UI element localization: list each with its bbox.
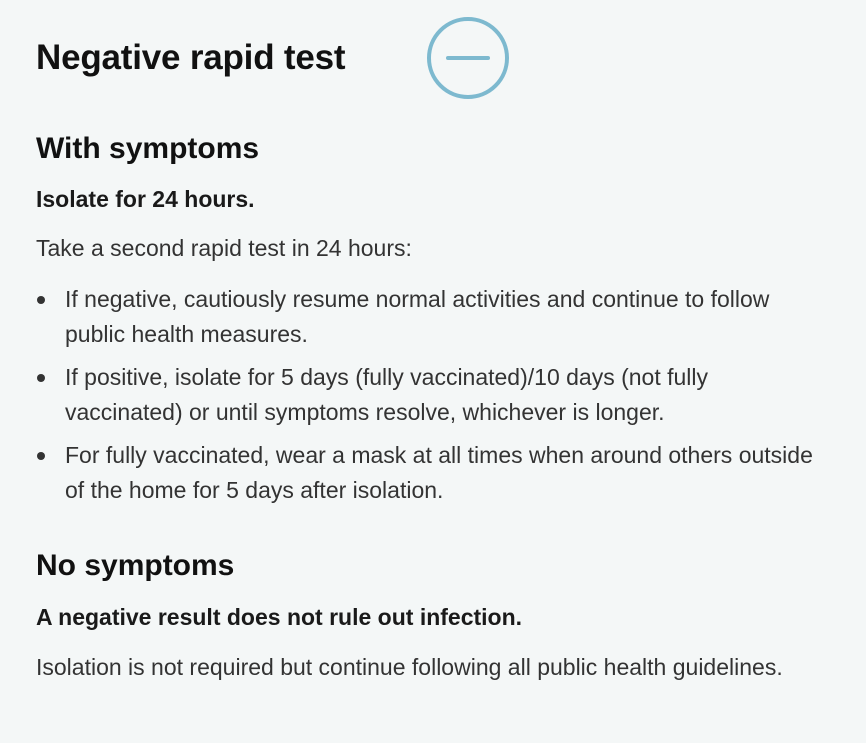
page-title: Negative rapid test bbox=[36, 38, 346, 77]
bullet-icon bbox=[37, 296, 45, 304]
minus-circle-icon bbox=[426, 16, 510, 100]
no-symptoms-heading: No symptoms bbox=[36, 549, 235, 582]
with-symptoms-heading: With symptoms bbox=[36, 132, 260, 165]
list-item bbox=[36, 282, 826, 352]
bullet-icon bbox=[37, 452, 45, 460]
list-item bbox=[36, 360, 826, 430]
list-item-text: If negative, cautiously resume normal activities and continue to follow public health measures. bbox=[65, 286, 770, 347]
title-row bbox=[36, 16, 345, 100]
no-symptoms-warning: A negative result does not rule out infection. bbox=[36, 604, 523, 630]
with-symptoms-instruction: Isolate for 24 hours. bbox=[36, 186, 255, 212]
with-symptoms-intro: Take a second rapid test in 24 hours: bbox=[36, 235, 412, 261]
list-item bbox=[36, 438, 826, 508]
list-item-text: For fully vaccinated, wear a mask at all times when around others outside of the home for 5 days after isolation. bbox=[65, 442, 813, 503]
list-item-text: If positive, isolate for 5 days (fully vaccinated)/10 days (not fully vaccinated) or until symptoms resolve, whichever is longer. bbox=[65, 364, 709, 425]
no-symptoms-body: Isolation is not required but continue following all public health guidelines. bbox=[36, 654, 783, 680]
with-symptoms-bullet-list bbox=[36, 282, 826, 516]
bullet-icon bbox=[37, 374, 45, 382]
